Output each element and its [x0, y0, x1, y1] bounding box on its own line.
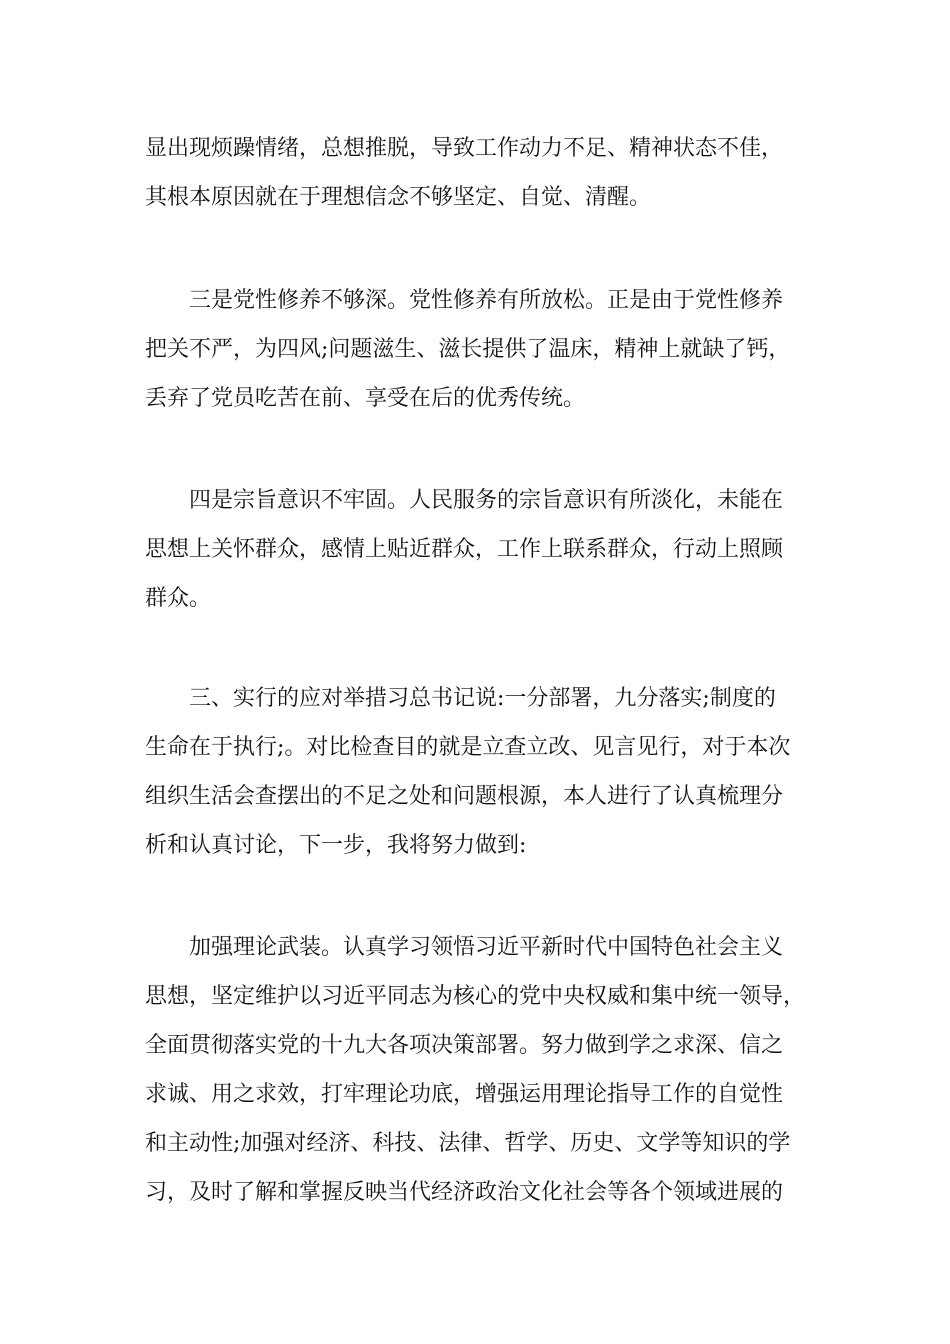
text-line: 和主动性;加强对经济、科技、法律、哲学、历史、文学等知识的学 [145, 1131, 791, 1156]
text-line: 析和认真讨论，下一步，我将努力做到: [145, 833, 527, 858]
text-line: 求诚、用之求效，打牢理论功底，增强运用理论指导工作的自觉性 [145, 1082, 784, 1107]
paragraph-2 [145, 276, 815, 423]
paragraph-3 [145, 476, 815, 623]
paragraph-5 [145, 923, 815, 1217]
text-line: 组织生活会查摆出的不足之处和问题根源，本人进行了认真梳理分 [145, 784, 784, 809]
text-line: 三、实行的应对举措习总书记说:一分部署，九分落实;制度的 [145, 686, 776, 711]
paragraph-4 [145, 674, 815, 870]
text-line: 思想上关怀群众，感情上贴近群众，工作上联系群众，行动上照顾 [145, 537, 784, 562]
paragraph-1 [145, 124, 815, 222]
text-line: 四是宗旨意识不牢固。人民服务的宗旨意识有所淡化，未能在 [145, 488, 784, 513]
text-line: 丢弃了党员吃苦在前、享受在后的优秀传统。 [145, 386, 586, 411]
text-line: 其根本原因就在于理想信念不够坚定、自觉、清醒。 [145, 185, 652, 210]
text-line: 三是党性修养不够深。党性修养有所放松。正是由于党性修养 [145, 288, 784, 313]
text-line: 全面贯彻落实党的十九大各项决策部署。努力做到学之求深、信之 [145, 1033, 784, 1058]
text-line: 习，及时了解和掌握反映当代经济政治文化社会等各个领域进展的 [145, 1180, 784, 1205]
text-line: 群众。 [145, 586, 212, 611]
text-line: 生命在于执行;。对比检查目的就是立查立改、见言见行，对于本次 [145, 735, 791, 760]
text-line: 思想，坚定维护以习近平同志为核心的党中央权威和集中统一领导， [145, 984, 806, 1009]
text-line: 显出现烦躁情绪，总想推脱，导致工作动力不足、精神状态不佳， [145, 136, 784, 161]
text-line: 加强理论武装。认真学习领悟习近平新时代中国特色社会主义 [145, 935, 784, 960]
text-line: 把关不严，为四风;问题滋生、滋长提供了温床，精神上就缺了钙， [145, 337, 791, 362]
